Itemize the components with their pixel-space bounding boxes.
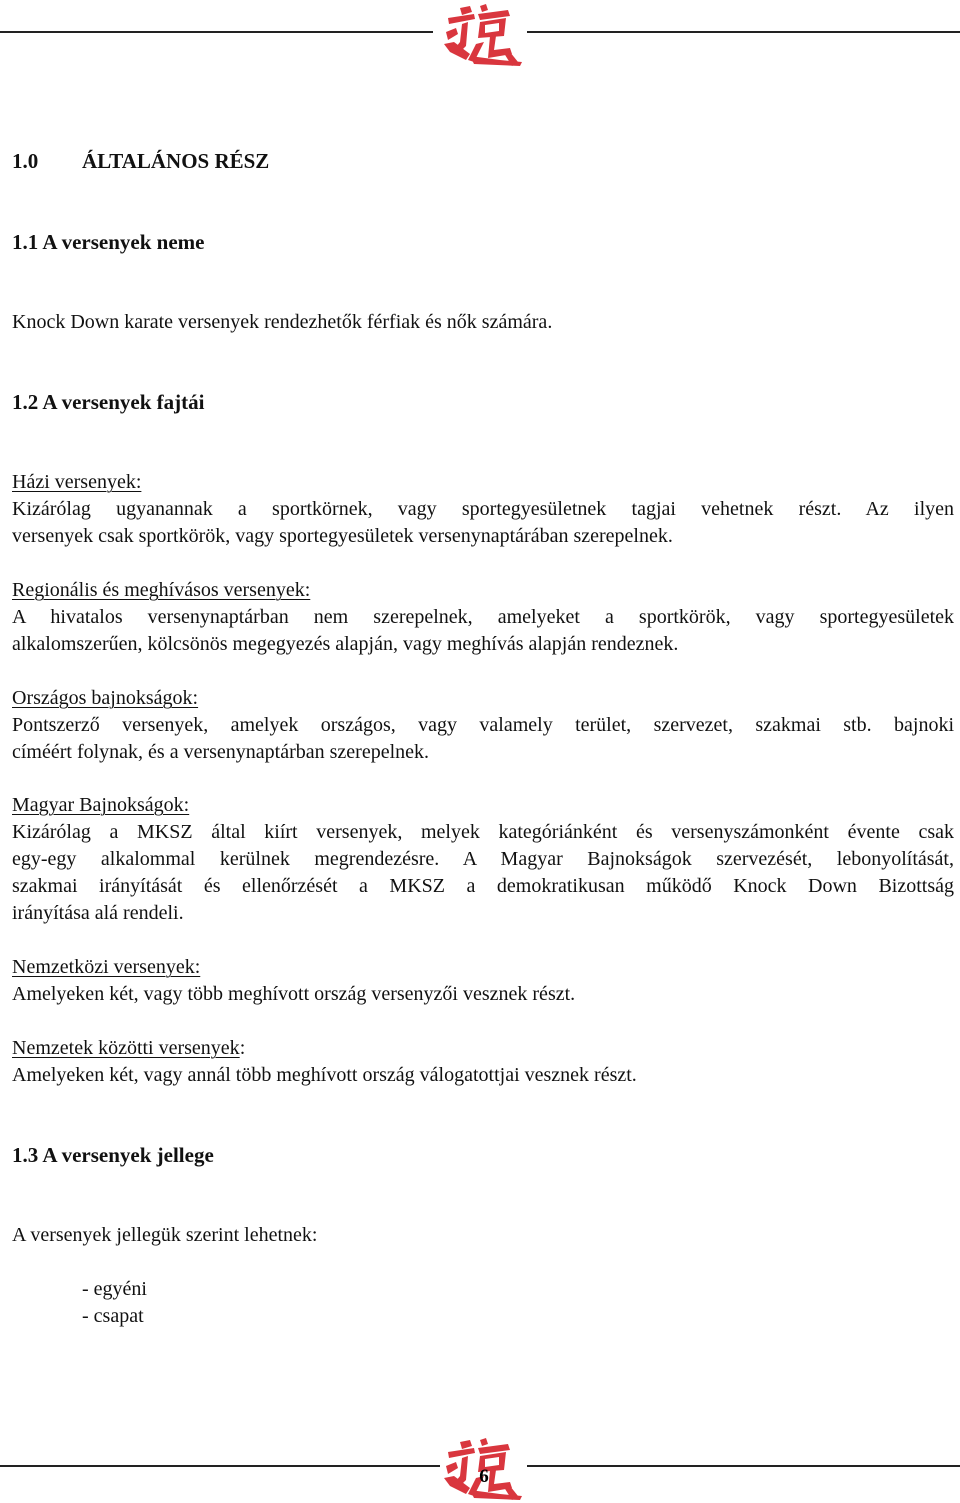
- type-label-orszagos: [12, 685, 198, 712]
- list-item-egyeni: - egyéni: [82, 1278, 147, 1300]
- type-label-nemzetek-kozotti: [12, 1035, 245, 1062]
- header-rule-right: [527, 31, 960, 33]
- type-text-magyar-line-3: szakmai irányítását és ellenőrzését a MKSZ a demokratikusan működő Knock Down Bizottság: [12, 875, 954, 897]
- header-kanji-logo-icon: [440, 2, 524, 68]
- type-text-regionalis-line-2: alkalomszerűen, kölcsönös megegyezés alapján, vagy meghívás alapján rendeznek.: [12, 633, 679, 655]
- chapter-number: 1.0: [12, 149, 39, 173]
- type-text-magyar-line-2: egy-egy alkalommal kerülnek megrendezésre. A Magyar Bajnokságok szervezését, lebonyolítását,: [12, 848, 954, 870]
- type-label-hazi: [12, 469, 141, 496]
- type-text-magyar-line-4: irányítása alá rendeli.: [12, 902, 184, 924]
- section-heading-1-2: 1.2 A versenyek fajtái: [12, 390, 205, 414]
- chapter-title: ÁLTALÁNOS RÉSZ: [82, 149, 270, 173]
- type-text-hazi-line-2: versenyek csak sportkörök, vagy sportegyesületek versenynaptárában szerepelnek.: [12, 525, 673, 547]
- chapter-heading: [12, 149, 269, 174]
- section-heading-1-3: 1.3 A versenyek jellege: [12, 1143, 214, 1167]
- type-text-orszagos-line-1: Pontszerző versenyek, amelyek országos, vagy valamely terület, szervezet, szakmai stb. bajnoki: [12, 714, 954, 736]
- type-label-orszagos-text: Országos bajnokságok:: [12, 687, 199, 709]
- type-text-nemzetkozi-line-1: Amelyeken két, vagy több meghívott ország versenyzői vesznek részt.: [12, 983, 576, 1005]
- type-label-magyar-text: Magyar Bajnokságok:: [12, 794, 190, 816]
- section-heading-1-1: 1.1 A versenyek neme: [12, 230, 205, 254]
- type-label-nemzetek-kozotti-colon: :: [239, 1037, 246, 1059]
- type-label-nemzetek-kozotti-text: Nemzetek közötti versenyek: [12, 1037, 240, 1059]
- footer-rule-right: [527, 1465, 960, 1467]
- section-1-3-intro: A versenyek jellegük szerint lehetnek:: [12, 1224, 318, 1246]
- type-label-hazi-text: Házi versenyek:: [12, 471, 142, 493]
- type-label-regionalis: [12, 577, 310, 604]
- header-rule-left: [0, 31, 433, 33]
- type-label-nemzetkozi: [12, 954, 200, 981]
- page-number: 6: [479, 1466, 489, 1487]
- type-label-regionalis-text: Regionális és meghívásos versenyek:: [12, 579, 311, 601]
- section-1-1-text: Knock Down karate versenyek rendezhetők férfiak és nők számára.: [12, 311, 553, 333]
- type-text-orszagos-line-2: címéért folynak, és a versenynaptárban szerepelnek.: [12, 741, 430, 763]
- footer-rule-left: [0, 1465, 440, 1467]
- type-text-magyar-line-1: Kizárólag a MKSZ által kiírt versenyek, melyek kategóriánként és versenyszámonként évente csak: [12, 821, 954, 843]
- type-label-magyar: [12, 792, 189, 819]
- list-item-csapat: - csapat: [82, 1305, 144, 1327]
- type-text-regionalis-line-1: A hivatalos versenynaptárban nem szerepelnek, amelyeket a sportkörök, vagy sportegyesületek: [12, 606, 954, 628]
- type-text-nemzetek-kozotti-line-1: Amelyeken két, vagy annál több meghívott ország válogatottjai vesznek részt.: [12, 1064, 637, 1086]
- type-label-nemzetkozi-text: Nemzetközi versenyek:: [12, 956, 201, 978]
- type-text-hazi-line-1: Kizárólag ugyanannak a sportkörnek, vagy sportegyesületnek tagjai vehetnek részt. Az ilyen: [12, 498, 954, 520]
